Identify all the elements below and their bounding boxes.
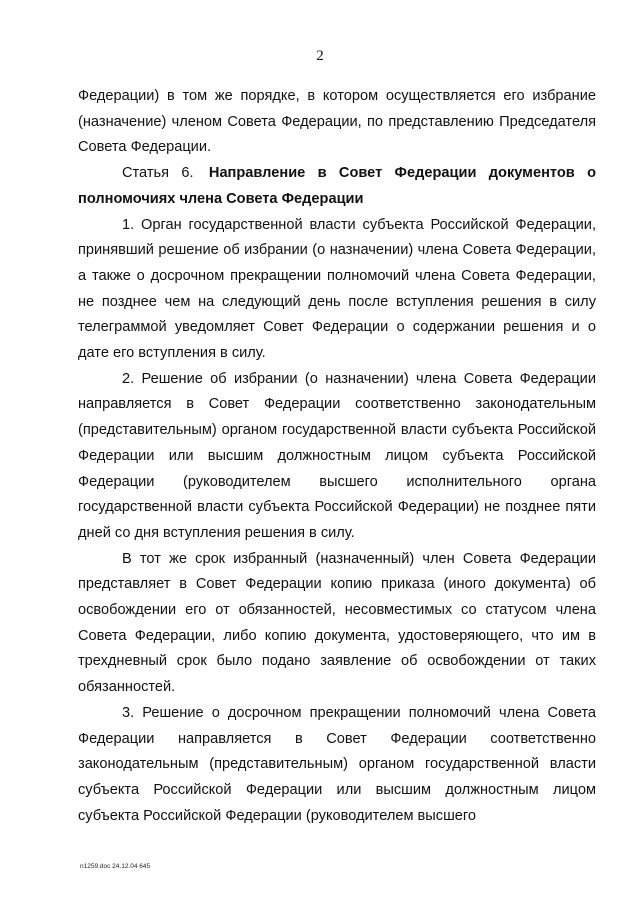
footer-file-stamp: n1259.doc 24.12.04 645 [80,863,151,870]
paragraph-clause-2-continued: В тот же срок избранный (назначенный) член Совета Федерации представляет в Совет Федерации копию приказа (иного документа) об освобождении его от обязанностей, несовместимых со статусом члена Совета Федерации, либо копию документа, удостоверяющего, что им в трехдневный срок было подано заявление об освобождении от таких обязанностей. [78,550,596,696]
paragraph-clause-2: 2. Решение об избрании (о назначении) члена Совета Федерации направляется в Совет Федерации соответственно законодательным (представительным) органом государственной власти субъекта Российской Федерации или высшим должностным лицом субъекта Российской Федерации (руководителем высшего исполнительного органа государственной власти субъекта Российской Федерации) не позднее пяти дней со дня вступления решения в силу. [78,370,596,541]
page-number: 2 [316,48,324,64]
document-body [78,84,596,829]
paragraph-clause-1: 1. Орган государственной власти субъекта Российской Федерации, принявший решение об избрании (о назначении) члена Совета Федерации, а также о досрочном прекращении полномочий члена Совета Федерации, не позднее чем на следующий день после вступления решения в силу телеграммой уведомляет Совет Федерации о содержании решения и о дате его вступления в силу. [78,216,596,362]
article-title: Направление в Совет Федерации документов о полномочиях члена Совета Федерации [78,165,597,207]
article-heading [78,161,596,212]
paragraph-continuation: Федерации) в том же порядке, в котором осуществляется его избрание (назначение) членом Совета Федерации, по представлению Председателя Совета Федерации. [78,88,596,156]
paragraph-clause-3: 3. Решение о досрочном прекращении полномочий члена Совета Федерации направляется в Совет Федерации соответственно законодательным (представительным) органом государственной власти субъекта Российской Федерации или высшим должностным лицом субъекта Российской Федерации (руководителем высшего [78,704,596,824]
article-number: Статья 6. [122,165,194,182]
